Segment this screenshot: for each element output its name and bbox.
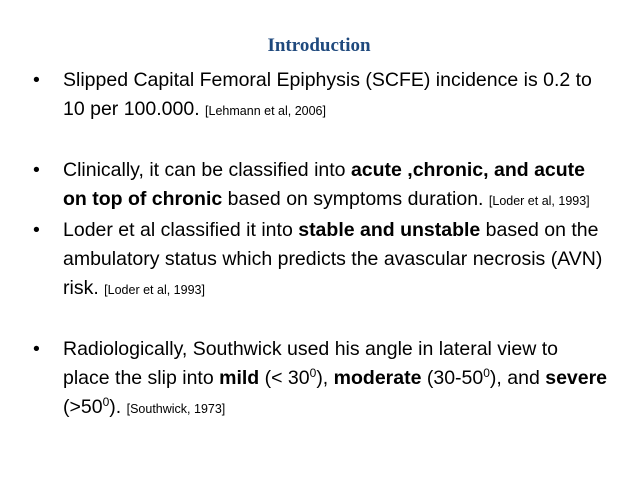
bullet-bold-text: moderate [333,367,422,389]
bullet-dot-icon: • [33,219,40,241]
bullet-text: ). [109,396,122,418]
citation: [Loder et al, 1993] [488,194,590,208]
bullet-item-radiological [30,335,610,424]
bullet-text: Clinically, it can be classified into [63,159,351,181]
bullet-text: ), and [489,367,546,389]
bullet-item-loder [30,216,610,305]
bullet-bold-text: stable and unstable [298,219,481,241]
bullet-text: (< 30 [259,367,310,389]
bullet-text: Slipped Capital Femoral Epiphysis (SCFE) incidence is 0.2 to 10 per 100.000. [63,69,592,120]
citation: [Southwick, 1973] [126,402,226,416]
superscript: 0 [483,366,490,380]
bullet-text: based on symptoms duration. [222,188,484,210]
bullet-dot-icon: • [33,159,40,181]
bullet-list [30,66,610,424]
bullet-bold-text: mild [219,367,260,389]
bullet-text: (30-50 [421,367,484,389]
bullet-dot-icon: • [33,69,40,91]
citation: [Loder et al, 1993] [104,283,205,297]
bullet-text: based on the ambulatory status which predicts the avascular necrosis (AVN) risk. [63,219,603,299]
bullet-item-incidence [30,66,610,126]
slide-title: Introduction [267,35,371,56]
bullet-text: (>50 [63,396,103,418]
citation: [Lehmann et al, 2006] [205,104,326,118]
superscript: 0 [102,395,110,409]
bullet-bold-text: severe [545,367,608,389]
bullet-bold-text: acute ,chronic, and acute on top of chronic [63,159,586,210]
bullet-text: ), [316,367,334,389]
bullet-text: Loder et al classified it into [63,219,299,241]
bullet-text: Radiologically, Southwick used his angle in lateral view to place the slip into [63,338,558,389]
bullet-dot-icon: • [33,338,40,360]
bullet-item-clinical [30,156,610,216]
superscript: 0 [309,366,317,380]
